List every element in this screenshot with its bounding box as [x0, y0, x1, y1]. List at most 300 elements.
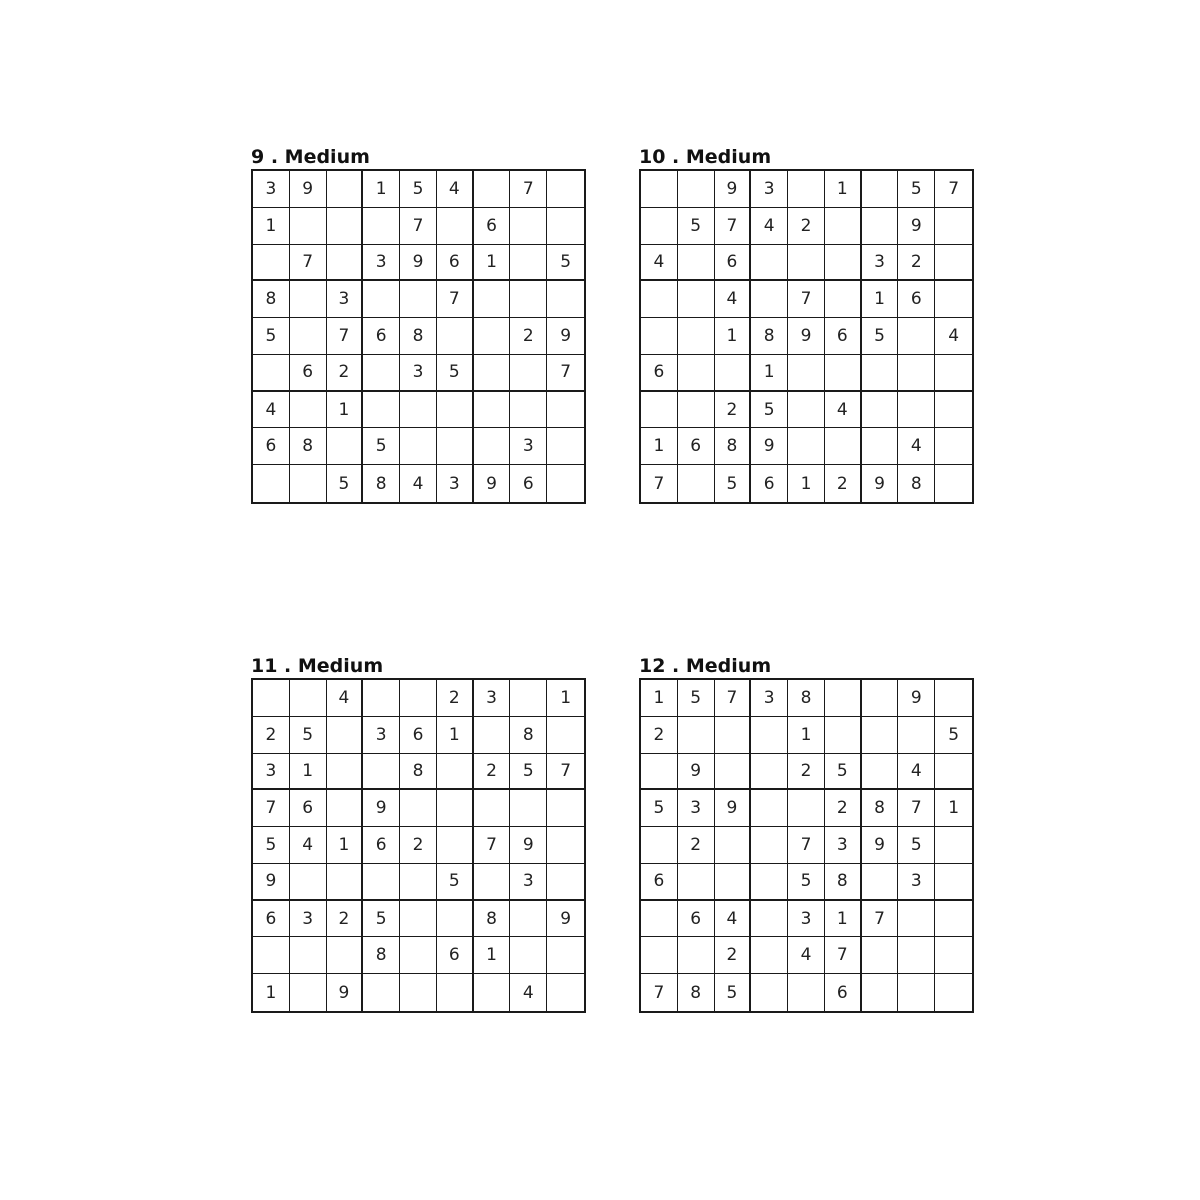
sudoku-cell[interactable]: 4 — [715, 281, 752, 318]
sudoku-cell[interactable]: 9 — [898, 208, 935, 245]
sudoku-cell[interactable]: 9 — [715, 790, 752, 827]
sudoku-cell[interactable]: 4 — [898, 428, 935, 465]
sudoku-cell[interactable] — [715, 754, 752, 791]
sudoku-cell[interactable] — [290, 864, 327, 901]
sudoku-cell[interactable] — [363, 392, 400, 429]
sudoku-cell[interactable] — [400, 937, 437, 974]
sudoku-cell[interactable]: 2 — [327, 355, 364, 392]
sudoku-cell[interactable] — [400, 428, 437, 465]
sudoku-cell[interactable] — [935, 974, 972, 1011]
sudoku-cell[interactable] — [825, 717, 862, 754]
sudoku-cell[interactable]: 7 — [935, 171, 972, 208]
sudoku-cell[interactable]: 5 — [898, 171, 935, 208]
sudoku-cell[interactable] — [327, 208, 364, 245]
sudoku-cell[interactable] — [788, 428, 825, 465]
sudoku-cell[interactable]: 3 — [290, 901, 327, 938]
sudoku-cell[interactable]: 5 — [363, 428, 400, 465]
sudoku-cell[interactable] — [898, 392, 935, 429]
sudoku-cell[interactable] — [290, 208, 327, 245]
sudoku-cell[interactable] — [253, 680, 290, 717]
sudoku-cell[interactable] — [290, 937, 327, 974]
sudoku-cell[interactable]: 9 — [327, 974, 364, 1011]
sudoku-cell[interactable]: 3 — [363, 717, 400, 754]
sudoku-cell[interactable] — [253, 245, 290, 282]
sudoku-cell[interactable] — [751, 901, 788, 938]
sudoku-cell[interactable] — [253, 355, 290, 392]
sudoku-cell[interactable]: 2 — [825, 790, 862, 827]
sudoku-cell[interactable]: 5 — [437, 355, 474, 392]
sudoku-cell[interactable]: 6 — [825, 318, 862, 355]
sudoku-cell[interactable] — [825, 281, 862, 318]
sudoku-cell[interactable] — [400, 281, 437, 318]
sudoku-cell[interactable] — [547, 171, 584, 208]
sudoku-cell[interactable]: 4 — [253, 392, 290, 429]
sudoku-cell[interactable] — [510, 937, 547, 974]
sudoku-cell[interactable]: 8 — [474, 901, 511, 938]
sudoku-cell[interactable]: 9 — [547, 318, 584, 355]
sudoku-cell[interactable] — [400, 790, 437, 827]
sudoku-cell[interactable]: 7 — [862, 901, 899, 938]
sudoku-cell[interactable] — [825, 208, 862, 245]
sudoku-cell[interactable]: 9 — [751, 428, 788, 465]
sudoku-cell[interactable]: 6 — [437, 937, 474, 974]
sudoku-cell[interactable] — [862, 717, 899, 754]
sudoku-cell[interactable]: 9 — [363, 790, 400, 827]
sudoku-cell[interactable]: 7 — [547, 754, 584, 791]
sudoku-cell[interactable] — [898, 355, 935, 392]
sudoku-cell[interactable]: 7 — [715, 680, 752, 717]
sudoku-cell[interactable]: 4 — [510, 974, 547, 1011]
sudoku-cell[interactable]: 2 — [825, 465, 862, 502]
sudoku-cell[interactable] — [788, 245, 825, 282]
sudoku-cell[interactable]: 5 — [290, 717, 327, 754]
sudoku-cell[interactable]: 5 — [751, 392, 788, 429]
sudoku-cell[interactable]: 1 — [935, 790, 972, 827]
sudoku-cell[interactable] — [363, 281, 400, 318]
sudoku-cell[interactable] — [547, 392, 584, 429]
sudoku-cell[interactable] — [751, 754, 788, 791]
sudoku-cell[interactable]: 5 — [363, 901, 400, 938]
sudoku-cell[interactable] — [862, 171, 899, 208]
sudoku-cell[interactable]: 9 — [788, 318, 825, 355]
sudoku-cell[interactable] — [935, 392, 972, 429]
sudoku-cell[interactable] — [788, 171, 825, 208]
sudoku-cell[interactable] — [862, 680, 899, 717]
sudoku-cell[interactable]: 2 — [788, 754, 825, 791]
sudoku-cell[interactable] — [935, 864, 972, 901]
sudoku-cell[interactable] — [825, 680, 862, 717]
sudoku-cell[interactable]: 1 — [862, 281, 899, 318]
sudoku-cell[interactable]: 5 — [715, 974, 752, 1011]
sudoku-cell[interactable]: 8 — [678, 974, 715, 1011]
sudoku-cell[interactable] — [898, 974, 935, 1011]
sudoku-cell[interactable] — [788, 392, 825, 429]
sudoku-cell[interactable] — [290, 680, 327, 717]
sudoku-cell[interactable] — [751, 717, 788, 754]
sudoku-cell[interactable] — [547, 974, 584, 1011]
sudoku-cell[interactable] — [253, 465, 290, 502]
sudoku-cell[interactable]: 9 — [898, 680, 935, 717]
sudoku-cell[interactable] — [641, 937, 678, 974]
sudoku-cell[interactable]: 4 — [290, 827, 327, 864]
sudoku-cell[interactable]: 2 — [678, 827, 715, 864]
sudoku-cell[interactable]: 6 — [474, 208, 511, 245]
sudoku-cell[interactable] — [678, 465, 715, 502]
sudoku-cell[interactable] — [825, 355, 862, 392]
sudoku-cell[interactable]: 1 — [327, 392, 364, 429]
sudoku-cell[interactable] — [327, 864, 364, 901]
sudoku-cell[interactable] — [862, 864, 899, 901]
sudoku-cell[interactable]: 6 — [290, 790, 327, 827]
sudoku-cell[interactable] — [253, 937, 290, 974]
sudoku-cell[interactable]: 1 — [327, 827, 364, 864]
sudoku-cell[interactable] — [437, 901, 474, 938]
sudoku-cell[interactable]: 1 — [715, 318, 752, 355]
sudoku-cell[interactable]: 5 — [825, 754, 862, 791]
sudoku-cell[interactable] — [751, 245, 788, 282]
sudoku-cell[interactable]: 8 — [898, 465, 935, 502]
sudoku-cell[interactable]: 7 — [715, 208, 752, 245]
sudoku-cell[interactable] — [547, 790, 584, 827]
sudoku-cell[interactable]: 2 — [437, 680, 474, 717]
sudoku-cell[interactable] — [751, 864, 788, 901]
sudoku-cell[interactable]: 3 — [751, 171, 788, 208]
sudoku-cell[interactable] — [935, 355, 972, 392]
sudoku-cell[interactable]: 5 — [715, 465, 752, 502]
sudoku-cell[interactable]: 5 — [935, 717, 972, 754]
sudoku-cell[interactable] — [474, 790, 511, 827]
sudoku-cell[interactable]: 3 — [751, 680, 788, 717]
sudoku-cell[interactable]: 9 — [253, 864, 290, 901]
sudoku-cell[interactable]: 9 — [862, 465, 899, 502]
sudoku-cell[interactable] — [474, 318, 511, 355]
sudoku-cell[interactable] — [474, 392, 511, 429]
sudoku-cell[interactable] — [290, 392, 327, 429]
sudoku-cell[interactable]: 1 — [363, 171, 400, 208]
sudoku-cell[interactable]: 4 — [751, 208, 788, 245]
sudoku-cell[interactable] — [678, 245, 715, 282]
sudoku-cell[interactable] — [641, 208, 678, 245]
sudoku-cell[interactable]: 1 — [825, 171, 862, 208]
sudoku-cell[interactable]: 5 — [678, 680, 715, 717]
sudoku-cell[interactable]: 8 — [825, 864, 862, 901]
sudoku-cell[interactable]: 6 — [825, 974, 862, 1011]
sudoku-cell[interactable] — [935, 428, 972, 465]
sudoku-cell[interactable]: 3 — [363, 245, 400, 282]
sudoku-cell[interactable]: 9 — [290, 171, 327, 208]
sudoku-cell[interactable] — [641, 901, 678, 938]
sudoku-cell[interactable]: 5 — [547, 245, 584, 282]
sudoku-cell[interactable]: 9 — [862, 827, 899, 864]
sudoku-cell[interactable] — [327, 171, 364, 208]
sudoku-cell[interactable] — [547, 864, 584, 901]
sudoku-cell[interactable]: 6 — [363, 318, 400, 355]
sudoku-cell[interactable]: 3 — [898, 864, 935, 901]
sudoku-cell[interactable]: 9 — [715, 171, 752, 208]
sudoku-cell[interactable] — [788, 974, 825, 1011]
sudoku-cell[interactable]: 9 — [400, 245, 437, 282]
sudoku-cell[interactable]: 7 — [788, 281, 825, 318]
sudoku-cell[interactable]: 8 — [290, 428, 327, 465]
sudoku-cell[interactable] — [641, 171, 678, 208]
sudoku-cell[interactable] — [825, 428, 862, 465]
sudoku-cell[interactable] — [510, 245, 547, 282]
sudoku-cell[interactable]: 3 — [253, 754, 290, 791]
sudoku-cell[interactable]: 7 — [290, 245, 327, 282]
sudoku-cell[interactable]: 5 — [253, 318, 290, 355]
sudoku-cell[interactable] — [935, 208, 972, 245]
sudoku-cell[interactable] — [935, 754, 972, 791]
sudoku-cell[interactable] — [898, 717, 935, 754]
sudoku-cell[interactable] — [474, 717, 511, 754]
sudoku-cell[interactable] — [363, 754, 400, 791]
sudoku-cell[interactable] — [547, 717, 584, 754]
sudoku-cell[interactable]: 5 — [678, 208, 715, 245]
sudoku-cell[interactable] — [547, 428, 584, 465]
sudoku-cell[interactable] — [327, 937, 364, 974]
sudoku-cell[interactable] — [935, 680, 972, 717]
sudoku-cell[interactable]: 8 — [510, 717, 547, 754]
sudoku-cell[interactable] — [641, 392, 678, 429]
sudoku-cell[interactable] — [862, 937, 899, 974]
sudoku-cell[interactable]: 8 — [862, 790, 899, 827]
sudoku-cell[interactable]: 8 — [363, 465, 400, 502]
sudoku-cell[interactable] — [363, 680, 400, 717]
sudoku-cell[interactable]: 2 — [898, 245, 935, 282]
sudoku-cell[interactable] — [935, 901, 972, 938]
sudoku-cell[interactable] — [327, 754, 364, 791]
sudoku-cell[interactable]: 8 — [715, 428, 752, 465]
sudoku-cell[interactable]: 2 — [641, 717, 678, 754]
sudoku-cell[interactable]: 8 — [363, 937, 400, 974]
sudoku-cell[interactable]: 6 — [363, 827, 400, 864]
sudoku-cell[interactable]: 2 — [715, 392, 752, 429]
sudoku-cell[interactable]: 7 — [547, 355, 584, 392]
sudoku-cell[interactable] — [898, 937, 935, 974]
sudoku-cell[interactable]: 1 — [788, 465, 825, 502]
sudoku-cell[interactable] — [898, 901, 935, 938]
sudoku-cell[interactable]: 7 — [437, 281, 474, 318]
sudoku-cell[interactable]: 4 — [935, 318, 972, 355]
sudoku-cell[interactable]: 3 — [510, 428, 547, 465]
sudoku-cell[interactable]: 5 — [862, 318, 899, 355]
sudoku-cell[interactable] — [437, 974, 474, 1011]
sudoku-cell[interactable]: 1 — [641, 428, 678, 465]
sudoku-cell[interactable]: 8 — [400, 318, 437, 355]
sudoku-cell[interactable] — [400, 392, 437, 429]
sudoku-cell[interactable]: 3 — [678, 790, 715, 827]
sudoku-cell[interactable]: 9 — [547, 901, 584, 938]
sudoku-cell[interactable]: 8 — [253, 281, 290, 318]
sudoku-cell[interactable]: 4 — [327, 680, 364, 717]
sudoku-cell[interactable]: 3 — [510, 864, 547, 901]
sudoku-cell[interactable]: 5 — [898, 827, 935, 864]
sudoku-cell[interactable] — [437, 790, 474, 827]
sudoku-cell[interactable] — [641, 318, 678, 355]
sudoku-cell[interactable] — [510, 790, 547, 827]
sudoku-cell[interactable] — [510, 680, 547, 717]
sudoku-cell[interactable] — [400, 680, 437, 717]
sudoku-cell[interactable] — [678, 864, 715, 901]
sudoku-cell[interactable]: 1 — [253, 974, 290, 1011]
sudoku-cell[interactable] — [678, 171, 715, 208]
sudoku-cell[interactable]: 6 — [253, 428, 290, 465]
sudoku-cell[interactable]: 8 — [400, 754, 437, 791]
sudoku-cell[interactable]: 3 — [474, 680, 511, 717]
sudoku-cell[interactable] — [935, 827, 972, 864]
sudoku-cell[interactable] — [327, 428, 364, 465]
sudoku-cell[interactable]: 2 — [253, 717, 290, 754]
sudoku-cell[interactable] — [510, 281, 547, 318]
sudoku-cell[interactable]: 7 — [788, 827, 825, 864]
sudoku-cell[interactable]: 2 — [327, 901, 364, 938]
sudoku-cell[interactable] — [510, 901, 547, 938]
sudoku-cell[interactable] — [400, 974, 437, 1011]
sudoku-cell[interactable]: 3 — [400, 355, 437, 392]
sudoku-cell[interactable] — [715, 864, 752, 901]
sudoku-cell[interactable] — [290, 318, 327, 355]
sudoku-cell[interactable] — [862, 208, 899, 245]
sudoku-cell[interactable] — [474, 428, 511, 465]
sudoku-cell[interactable] — [715, 717, 752, 754]
sudoku-cell[interactable] — [437, 827, 474, 864]
sudoku-cell[interactable] — [678, 355, 715, 392]
sudoku-cell[interactable]: 7 — [327, 318, 364, 355]
sudoku-cell[interactable]: 5 — [253, 827, 290, 864]
sudoku-cell[interactable]: 3 — [253, 171, 290, 208]
sudoku-cell[interactable] — [437, 318, 474, 355]
sudoku-cell[interactable]: 2 — [474, 754, 511, 791]
sudoku-cell[interactable]: 9 — [474, 465, 511, 502]
sudoku-cell[interactable] — [363, 355, 400, 392]
sudoku-cell[interactable] — [678, 392, 715, 429]
sudoku-cell[interactable]: 4 — [898, 754, 935, 791]
sudoku-cell[interactable] — [547, 208, 584, 245]
sudoku-cell[interactable] — [547, 465, 584, 502]
sudoku-cell[interactable]: 2 — [400, 827, 437, 864]
sudoku-cell[interactable]: 6 — [253, 901, 290, 938]
sudoku-cell[interactable] — [363, 864, 400, 901]
sudoku-cell[interactable] — [788, 790, 825, 827]
sudoku-cell[interactable] — [363, 974, 400, 1011]
sudoku-cell[interactable]: 5 — [788, 864, 825, 901]
sudoku-cell[interactable]: 6 — [715, 245, 752, 282]
sudoku-cell[interactable] — [400, 864, 437, 901]
sudoku-cell[interactable] — [715, 827, 752, 864]
sudoku-cell[interactable] — [327, 790, 364, 827]
sudoku-cell[interactable]: 4 — [788, 937, 825, 974]
sudoku-cell[interactable]: 3 — [327, 281, 364, 318]
sudoku-cell[interactable] — [715, 355, 752, 392]
sudoku-cell[interactable] — [751, 974, 788, 1011]
sudoku-cell[interactable] — [437, 208, 474, 245]
sudoku-cell[interactable]: 6 — [678, 901, 715, 938]
sudoku-cell[interactable] — [474, 281, 511, 318]
sudoku-cell[interactable]: 9 — [678, 754, 715, 791]
sudoku-cell[interactable] — [363, 208, 400, 245]
sudoku-cell[interactable] — [290, 465, 327, 502]
sudoku-cell[interactable]: 5 — [641, 790, 678, 827]
sudoku-cell[interactable]: 7 — [510, 171, 547, 208]
sudoku-cell[interactable] — [547, 937, 584, 974]
sudoku-cell[interactable]: 7 — [400, 208, 437, 245]
sudoku-cell[interactable] — [437, 754, 474, 791]
sudoku-cell[interactable] — [474, 355, 511, 392]
sudoku-cell[interactable] — [935, 245, 972, 282]
sudoku-cell[interactable] — [547, 827, 584, 864]
sudoku-cell[interactable]: 5 — [327, 465, 364, 502]
sudoku-cell[interactable]: 2 — [788, 208, 825, 245]
sudoku-cell[interactable]: 1 — [751, 355, 788, 392]
sudoku-cell[interactable]: 7 — [825, 937, 862, 974]
sudoku-cell[interactable]: 7 — [253, 790, 290, 827]
sudoku-cell[interactable]: 6 — [751, 465, 788, 502]
sudoku-cell[interactable]: 1 — [641, 680, 678, 717]
sudoku-cell[interactable] — [474, 864, 511, 901]
sudoku-cell[interactable] — [825, 245, 862, 282]
sudoku-cell[interactable] — [474, 171, 511, 208]
sudoku-cell[interactable]: 1 — [788, 717, 825, 754]
sudoku-cell[interactable] — [678, 281, 715, 318]
sudoku-cell[interactable] — [751, 790, 788, 827]
sudoku-cell[interactable] — [474, 974, 511, 1011]
sudoku-cell[interactable] — [935, 465, 972, 502]
sudoku-cell[interactable] — [641, 281, 678, 318]
sudoku-cell[interactable]: 6 — [437, 245, 474, 282]
sudoku-cell[interactable]: 3 — [437, 465, 474, 502]
sudoku-cell[interactable] — [862, 754, 899, 791]
sudoku-cell[interactable] — [641, 827, 678, 864]
sudoku-cell[interactable] — [290, 281, 327, 318]
sudoku-cell[interactable]: 1 — [474, 937, 511, 974]
sudoku-cell[interactable]: 1 — [290, 754, 327, 791]
sudoku-cell[interactable]: 7 — [474, 827, 511, 864]
sudoku-cell[interactable] — [641, 754, 678, 791]
sudoku-cell[interactable] — [547, 281, 584, 318]
sudoku-cell[interactable]: 6 — [510, 465, 547, 502]
sudoku-cell[interactable]: 7 — [641, 465, 678, 502]
sudoku-cell[interactable]: 7 — [898, 790, 935, 827]
sudoku-cell[interactable]: 5 — [510, 754, 547, 791]
sudoku-cell[interactable] — [862, 428, 899, 465]
sudoku-cell[interactable]: 4 — [641, 245, 678, 282]
sudoku-cell[interactable]: 1 — [474, 245, 511, 282]
sudoku-cell[interactable] — [862, 392, 899, 429]
sudoku-cell[interactable]: 3 — [862, 245, 899, 282]
sudoku-cell[interactable] — [898, 318, 935, 355]
sudoku-cell[interactable] — [935, 281, 972, 318]
sudoku-cell[interactable]: 6 — [678, 428, 715, 465]
sudoku-cell[interactable]: 6 — [641, 864, 678, 901]
sudoku-cell[interactable]: 3 — [825, 827, 862, 864]
sudoku-cell[interactable]: 1 — [437, 717, 474, 754]
sudoku-cell[interactable]: 6 — [898, 281, 935, 318]
sudoku-cell[interactable]: 3 — [788, 901, 825, 938]
sudoku-cell[interactable] — [400, 901, 437, 938]
sudoku-cell[interactable] — [327, 717, 364, 754]
sudoku-cell[interactable] — [862, 355, 899, 392]
sudoku-cell[interactable] — [751, 281, 788, 318]
sudoku-cell[interactable]: 8 — [751, 318, 788, 355]
sudoku-cell[interactable]: 9 — [510, 827, 547, 864]
sudoku-cell[interactable] — [510, 208, 547, 245]
sudoku-cell[interactable]: 6 — [641, 355, 678, 392]
sudoku-cell[interactable] — [510, 355, 547, 392]
sudoku-cell[interactable] — [290, 974, 327, 1011]
sudoku-cell[interactable]: 1 — [825, 901, 862, 938]
sudoku-cell[interactable]: 4 — [715, 901, 752, 938]
sudoku-cell[interactable]: 2 — [715, 937, 752, 974]
